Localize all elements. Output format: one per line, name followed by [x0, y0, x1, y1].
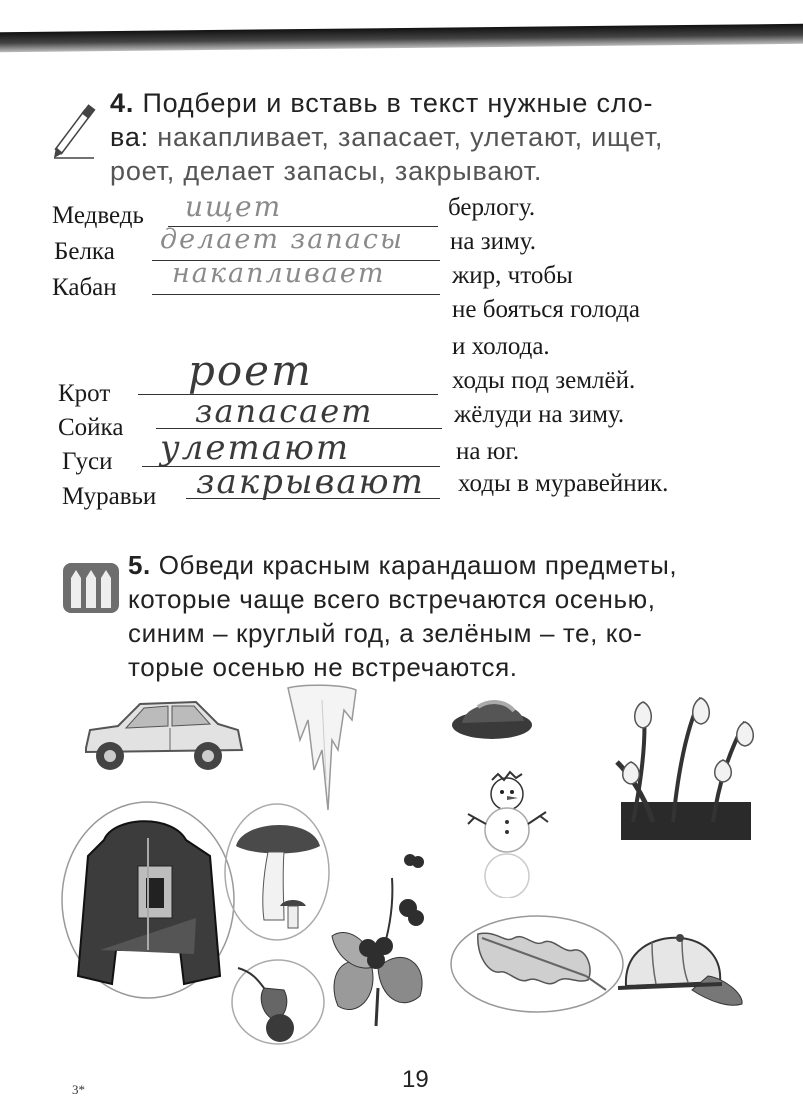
label-krot: Крот — [58, 380, 111, 407]
rest-kaban-2: не бояться голода — [452, 296, 641, 323]
top-edge-band — [0, 24, 803, 52]
label-muravyi: Муравьи — [62, 483, 157, 510]
rest-soyka: жёлуди на зиму. — [454, 401, 625, 428]
page-number: 19 — [402, 1066, 429, 1093]
sheet-mark: 3* — [72, 1082, 85, 1097]
handwritten-answer-kaban: накапливает — [172, 258, 386, 289]
oak-leaf-icon[interactable] — [448, 914, 626, 1014]
pencil-icon — [52, 100, 96, 160]
handwritten-answer-gusi: улетают — [160, 428, 351, 468]
car-icon[interactable] — [78, 690, 248, 780]
task4-number: 4. — [110, 88, 135, 118]
snowdrop-flowers-icon[interactable] — [603, 682, 763, 840]
task5-number: 5. — [128, 550, 151, 580]
icicle-icon[interactable] — [282, 680, 362, 820]
task5-line-2: которые чаще всего встречаются осенью, — [128, 584, 656, 614]
label-medved: Медведь — [52, 202, 144, 229]
task5-heading — [128, 548, 768, 684]
rest-gusi: на юг. — [456, 438, 520, 465]
label-gusi: Гуси — [62, 448, 113, 475]
handwritten-answer-medved: ищет — [185, 190, 283, 223]
handwritten-answer-soyka: запасает — [195, 392, 374, 430]
label-kaban: Кабан — [52, 274, 117, 301]
cap-icon[interactable] — [612, 930, 747, 1012]
rest-kaban-3: и холода. — [452, 333, 550, 360]
task5-line-4: торые осенью не встречаются. — [128, 652, 518, 682]
handwritten-answer-krot: роет — [188, 346, 313, 395]
hazelnut-icon[interactable] — [228, 958, 326, 1048]
jacket-icon[interactable] — [60, 800, 235, 1000]
label-belka: Белка — [54, 238, 115, 265]
snowman-icon[interactable] — [462, 768, 552, 898]
violet-flower-icon[interactable] — [322, 848, 434, 1028]
label-soyka: Сойка — [58, 414, 124, 441]
task4-instruction: Подбери и вставь в текст нужные сло- — [142, 88, 654, 118]
rest-kaban: жир, чтобы — [452, 262, 573, 289]
task4-word-list-2: роет, делает запасы, закрывают. — [110, 156, 543, 186]
task4-heading — [110, 86, 750, 188]
task5-line-1: Обведи красным карандашом предметы, — [158, 550, 678, 580]
task4-word-list-1: накапливает, запасает, улетают, ищет, — [157, 122, 664, 152]
answer-line-kaban[interactable] — [152, 294, 440, 295]
mushroom-icon[interactable] — [222, 802, 332, 942]
task4-words-prefix: ва: — [110, 122, 149, 152]
rest-belka: на зиму. — [450, 228, 537, 255]
handwritten-answer-muravyi: закрывают — [196, 462, 425, 502]
hat-icon[interactable] — [448, 693, 536, 743]
rest-medved: берлогу. — [448, 194, 536, 221]
colored-pencils-icon — [62, 562, 120, 614]
rest-muravyi: ходы в муравейник. — [458, 470, 669, 497]
handwritten-answer-belka: делает запасы — [160, 224, 404, 255]
rest-krot: ходы под землёй. — [452, 367, 636, 394]
task5-line-3: синим – круглый год, а зелёным – те, ко- — [128, 618, 643, 648]
